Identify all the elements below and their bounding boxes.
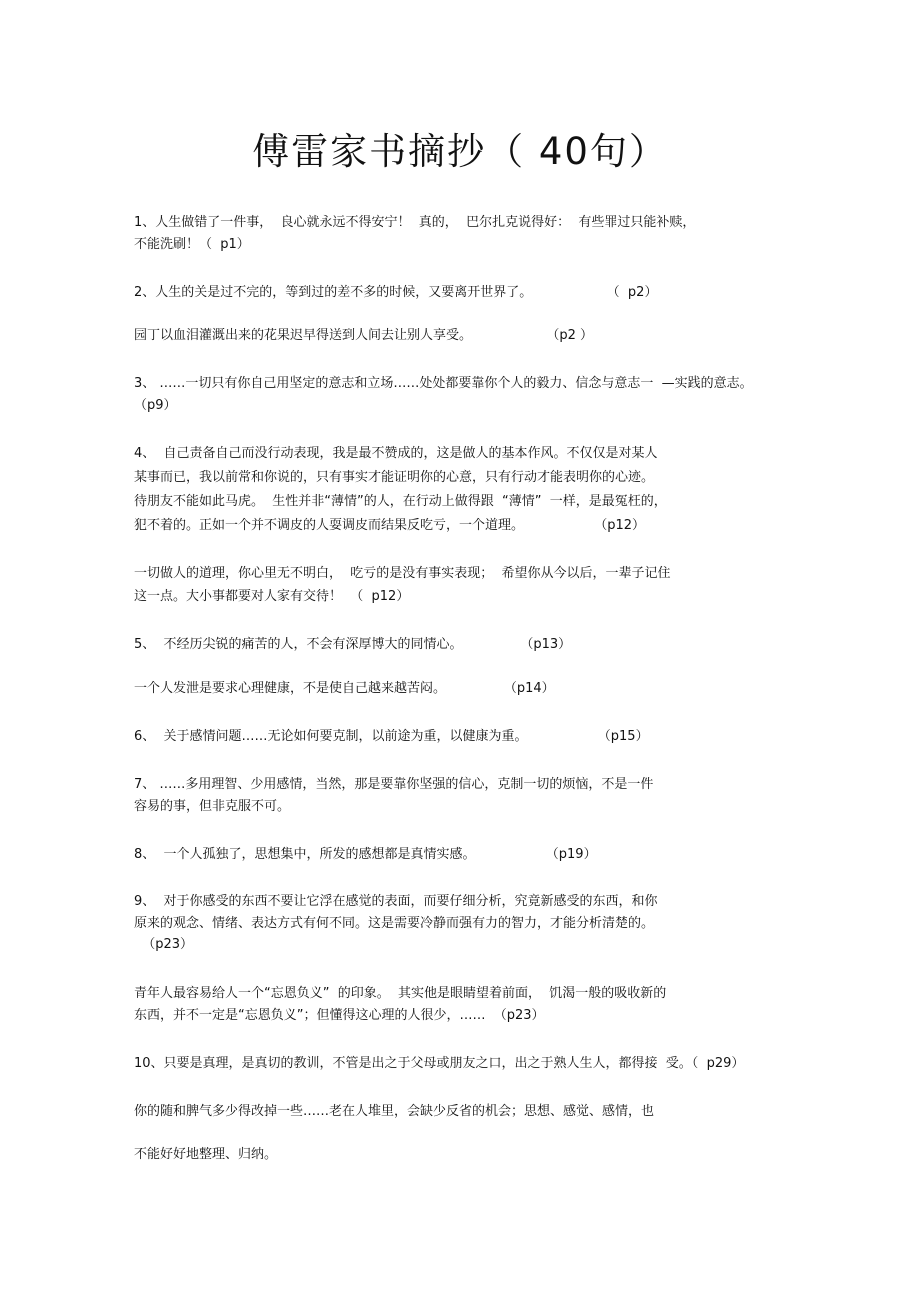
text-line: 4、 自己责备自己而没行动表现，我是最不赞成的，这是做人的基本作风。不仅仅是对某人 [134,446,658,461]
text-line: 不能好好地整理、归纳。 [134,1147,278,1162]
text-line: 东西，并不一定是“忘恩负义”；但懂得这心理的人很少，…… （p23） [134,1008,545,1023]
text-line: 园丁以血泪灌溉出来的花果迟早得送到人间去让别人享受。 （p2 ） [134,328,594,343]
text-line: 6、 关于感情问题……无论如何要克制，以前途为重，以健康为重。 （p15） [134,729,649,744]
text-line: 3、 ……一切只有你自己用坚定的意志和立场……处处都要靠你个人的毅力、信念与意志一 —实践的意志。 [134,376,753,391]
text-line: 某事而已，我以前常和你说的，只有事实才能证明你的心意，只有行动才能表明你的心迹。 [134,470,655,485]
text-line: 8、 一个人孤独了，思想集中，所发的感想都是真情实感。 （p19） [134,847,597,862]
text-line: 一切做人的道理，你心里无不明白， 吃亏的是没有事实表现； 希望你从今以后，一辈子记住 [134,566,671,581]
text-line: 容易的事，但非克服不可。 [134,799,291,814]
text-line: 1、人生做错了一件事， 良心就永远不得安宁！ 真的， 巴尔扎克说得好： 有些罪过只能补赎， [134,215,696,230]
text-line: （p23） [134,937,194,952]
text-line: 青年人最容易给人一个“忘恩负义” 的印象。 其实他是眼睛望着前面， 饥渴一般的吸收新的 [134,986,667,1001]
text-line: 你的随和脾气多少得改掉一些……老在人堆里，会缺少反省的机会；思想、感觉、感情，也 [134,1104,655,1119]
text-line: 待朋友不能如此马虎。 生性并非“薄情”的人，在行动上做得跟 “薄情” 一样，是最冤枉的， [134,494,667,509]
text-line: 10、只要是真理，是真切的教训，不管是出之于父母或朋友之口，出之于熟人生人，都得接 受。（ p29） [134,1056,745,1071]
text-line: 不能洗刷！（ p1） [134,237,250,252]
text-line: 犯不着的。正如一个并不调皮的人耍调皮而结果反吃亏，一个道理。 （p12） [134,518,646,533]
text-line: 这一点。大小事都要对人家有交待！ （ p12） [134,589,410,604]
text-line: 5、 不经历尖锐的痛苦的人，不会有深厚博大的同情心。 （p13） [134,637,572,652]
text-line: 2、人生的关是过不完的，等到过的差不多的时候，又要离开世界了。 （ p2） [134,285,658,300]
text-line: （p9） [134,398,177,413]
text-line: 7、 ……多用理智、少用感情，当然，那是要靠你坚强的信心，克制一切的烦恼，不是一件 [134,777,654,792]
text-line: 原来的观念、情绪、表达方式有何不同。这是需要冷静而强有力的智力，才能分析清楚的。 [134,916,655,931]
document-title: 傅雷家书摘抄（ 40句） [252,130,668,173]
text-line: 9、 对于你感受的东西不要让它浮在感觉的表面，而要仔细分析，究竟新感受的东西，和你 [134,894,658,909]
text-line: 一个人发泄是要求心理健康，不是使自己越来越苦闷。 （p14） [134,681,555,696]
